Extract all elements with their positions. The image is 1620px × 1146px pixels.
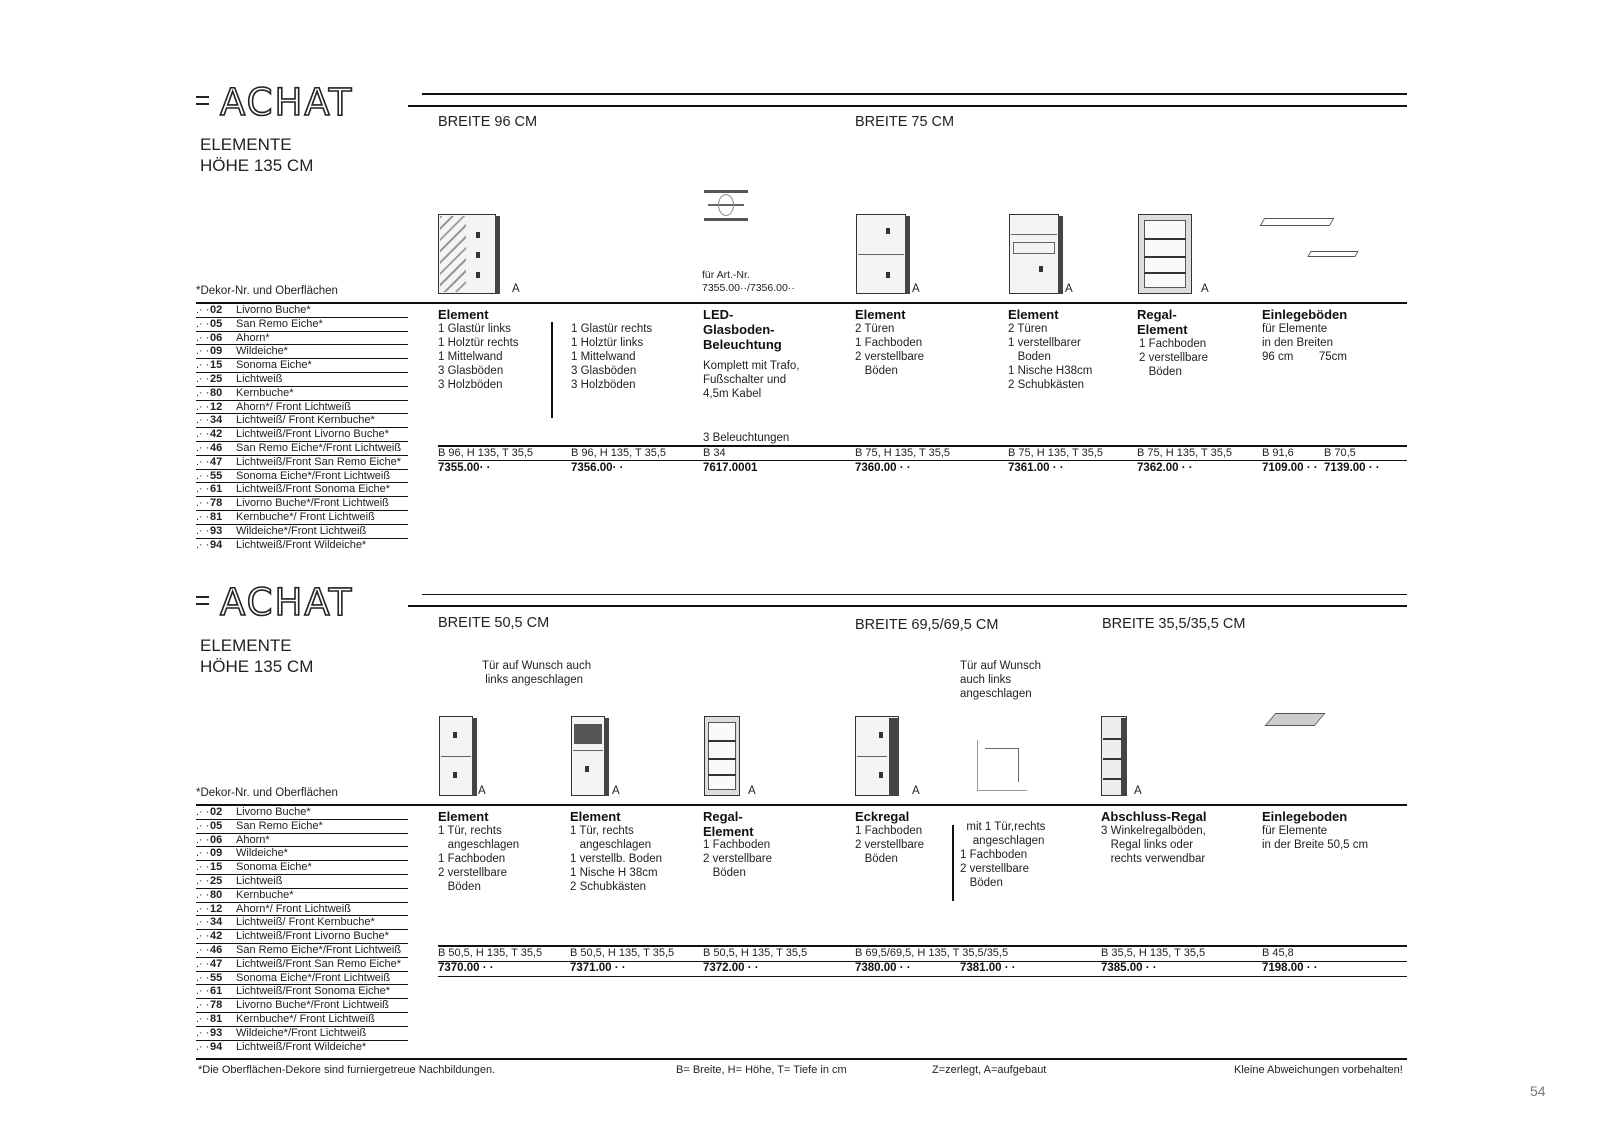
section-subtitle: HÖHE 135 CM [200,657,314,676]
width-heading: BREITE 69,5/69,5 CM [855,617,999,633]
decor-item: .· ·09 Wildeiche* [196,847,408,861]
section-subtitle: HÖHE 135 CM [200,156,314,175]
footer-rule [196,1058,1407,1060]
width-heading: BREITE 50,5 CM [438,615,550,631]
article-number: 7370.00 · · [438,962,494,974]
decor-item: .· ·15 Sonoma Eiche* [196,359,408,373]
decor-item: .· ·55 Sonoma Eiche*/Front Lichtweiß [196,972,408,986]
article-number: 7109.00 · · [1262,462,1318,474]
decor-item: .· ·09 Wildeiche* [196,345,408,359]
decor-item: .· ·80 Kernbuche* [196,387,408,401]
decor-item: .· ·94 Lichtweiß/Front Wildeiche* [196,538,367,551]
article-number: 7360.00 · · [855,462,911,474]
assembled-mark: A [478,785,486,797]
decor-item: .· ·02 Livorno Buche* [196,806,408,820]
dimensions: B 69,5/69,5, H 135, T 35,5/35,5 [855,947,1009,959]
product-extra: 3 Beleuchtungen [703,432,790,444]
led-article-note: für Art.-Nr. 7355.00··/7356.00·· [702,269,795,294]
decor-item: .· ·80 Kernbuche* [196,889,408,903]
header-rule [408,105,1407,107]
assembled-mark: A [748,785,756,797]
decor-item: .· ·78 Livorno Buche*/Front Lichtweiß [196,999,408,1013]
product-title: Eckregal [855,809,910,824]
cabinet-illustration [1009,214,1069,296]
led-light-illustration [704,184,748,232]
product-description: 1 Glastür rechts 1 Holztür links 1 Mittelwand 3 Glasböden 3 Holzböden [571,323,653,391]
product-description: 1 Tür, rechts angeschlagen 1 verstellb. Boden 1 Nische H 38cm 2 Schubkästen [570,825,663,893]
decor-item: .· ·94 Lichtweiß/Front Wildeiche* [196,1040,367,1053]
decor-item: .· ·46 San Remo Eiche*/Front Lichtweiß [196,442,408,456]
decor-item: .· ·12 Ahorn*/ Front Lichtweiß [196,401,408,415]
article-number: 7198.00 · · [1262,962,1318,974]
dimensions: B 75, H 135, T 35,5 [1137,447,1232,459]
logo-dash [196,96,209,98]
cabinet-illustration [439,716,481,798]
assembled-mark: A [1065,283,1073,295]
article-number: 7355.00· · [438,462,491,474]
footer-note: Z=zerlegt, A=aufgebaut [932,1064,1047,1076]
section-title: ELEMENTE [200,636,292,655]
dimensions: B 50,5, H 135, T 35,5 [703,947,808,959]
column-divider [952,825,954,901]
product-description: 1 Glastür links 1 Holztür rechts 1 Mittelwand 3 Glasböden 3 Holzböden [438,323,519,391]
article-number: 7385.00 · · [1101,962,1157,974]
product-title: Element [438,307,489,322]
decor-item: .· ·42 Lichtweiß/Front Livorno Buche* [196,428,408,442]
product-description: 3 Winkelregalböden, Regal links oder rechts verwendbar [1101,825,1206,865]
article-number: 7361.00 · · [1008,462,1064,474]
decor-item: .· ·06 Ahorn* [196,834,408,848]
dimensions: B 96, H 135, T 35,5 [571,447,666,459]
dimensions: B 91,6 [1262,447,1294,459]
header-rule [408,605,1407,607]
decor-item: .· ·81 Kernbuche*/ Front Lichtweiß [196,1013,408,1027]
decor-item: .· ·05 San Remo Eiche* [196,318,408,332]
header-rule [422,594,1407,595]
product-title: Abschluss-Regal [1101,809,1207,824]
article-number: 7372.00 · · [703,962,759,974]
decor-item: .· ·12 Ahorn*/ Front Lichtweiß [196,903,408,917]
dimensions: B 96, H 135, T 35,5 [438,447,533,459]
shelf-board-illustration [1307,251,1358,257]
column-divider [551,322,553,418]
decor-item: .· ·34 Lichtweiß/ Front Kernbuche* [196,916,408,930]
decor-item: .· ·42 Lichtweiß/Front Livorno Buche* [196,930,408,944]
dimensions: B 50,5, H 135, T 35,5 [570,947,675,959]
article-number: 7139.00 · · [1324,462,1380,474]
product-description: 2 Türen 1 verstellbarer Boden 1 Nische H38cm 2 Schubkästen [1008,323,1093,391]
product-description: 1 Fachboden 2 verstellbare Böden [1139,338,1209,378]
product-description: 1 Fachboden 2 verstellbare Böden [703,839,773,879]
decor-item: .· ·46 San Remo Eiche*/Front Lichtweiß [196,944,408,958]
cabinet-illustration [438,214,508,296]
product-title: Regal- Element [1137,307,1188,337]
product-title: Element [1008,307,1059,322]
decor-list [196,806,408,1054]
dimensions: B 75, H 135, T 35,5 [1008,447,1103,459]
corner-top-view-illustration [965,736,1035,798]
article-number: 7362.00 · · [1137,462,1193,474]
product-title: Element [438,809,489,824]
decor-item: .· ·55 Sonoma Eiche*/Front Lichtweiß [196,470,408,484]
logo-dash [196,103,209,105]
assembled-mark: A [1134,785,1142,797]
decor-heading: *Dekor-Nr. und Oberflächen [196,787,338,799]
product-description: 2 Türen 1 Fachboden 2 verstellbare Böden [855,323,925,377]
footer-note: *Die Oberflächen-Dekore sind furniergetreue Nachbildungen. [198,1064,496,1076]
product-title: Einlegeboden [1262,809,1348,824]
assembled-mark: A [512,283,520,295]
article-number: 7356.00· · [571,462,624,474]
brand-logo: ACHAT [220,81,354,124]
decor-item: .· ·25 Lichtweiß [196,373,408,387]
decor-item: .· ·81 Kernbuche*/ Front Lichtweiß [196,511,408,525]
footer-note: Kleine Abweichungen vorbehalten! [1234,1064,1403,1076]
product-description: mit 1 Tür,rechts angeschlagen 1 Fachboden 2 verstellbare Böden [960,821,1046,889]
decor-item: .· ·78 Livorno Buche*/Front Lichtweiß [196,497,408,511]
decor-item: .· ·06 Ahorn* [196,332,408,346]
product-description: Komplett mit Trafo, Fußschalter und 4,5m Kabel [703,360,800,400]
decor-item: .· ·47 Lichtweiß/Front San Remo Eiche* [196,958,408,972]
decor-item: .· ·47 Lichtweiß/Front San Remo Eiche* [196,456,408,470]
assembled-mark: A [912,283,920,295]
assembled-mark: A [612,785,620,797]
product-title: Element [570,809,621,824]
dimensions: B 70,5 [1324,447,1356,459]
dimensions: B 75, H 135, T 35,5 [855,447,950,459]
product-title: LED- Glasboden- Beleuchtung [703,307,782,352]
section-title: ELEMENTE [200,135,292,154]
decor-item: .· ·61 Lichtweiß/Front Sonoma Eiche* [196,483,408,497]
width-heading: BREITE 35,5/35,5 CM [1102,616,1246,632]
decor-item: .· ·25 Lichtweiß [196,875,408,889]
brand-logo: ACHAT [220,581,354,624]
page-number: 54 [1530,1083,1546,1099]
table-rule [438,460,1407,461]
shelf-illustration [1138,214,1198,296]
cabinet-illustration [856,214,916,296]
article-number: 7371.00 · · [570,962,626,974]
product-description: 1 Fachboden 2 verstellbare Böden [855,825,925,865]
article-number: 7380.00 · · [855,962,911,974]
article-number: 7617.0001 [703,462,758,474]
decor-item: .· ·15 Sonoma Eiche* [196,861,408,875]
dimensions: B 35,5, H 135, T 35,5 [1101,947,1206,959]
assembled-mark: A [1201,283,1209,295]
logo-dash [196,596,209,598]
width-heading: BREITE 96 CM [438,114,538,130]
shelf-board-illustration [1260,218,1335,226]
product-title: Element [855,307,906,322]
decor-item: .· ·34 Lichtweiß/ Front Kernbuche* [196,414,408,428]
decor-item: .· ·61 Lichtweiß/Front Sonoma Eiche* [196,985,408,999]
product-description: 1 Tür, rechts angeschlagen 1 Fachboden 2 verstellbare Böden [438,825,520,893]
shelf-board-illustration [1265,713,1326,726]
product-title: Regal- Element [703,809,754,839]
product-title: Einlegeböden [1262,307,1348,322]
logo-dash [196,603,209,605]
product-description: für Elemente in der Breite 50,5 cm [1262,825,1369,851]
decor-item: .· ·05 San Remo Eiche* [196,820,408,834]
decor-item: .· ·02 Livorno Buche* [196,304,408,318]
width-heading: BREITE 75 CM [855,114,955,130]
dimensions: B 45,8 [1262,947,1294,959]
door-note: Tür auf Wunsch auch links angeschlagen [482,660,592,686]
assembled-mark: A [912,785,920,797]
decor-list [196,304,408,552]
table-rule [438,976,1407,977]
cabinet-illustration [571,716,613,798]
dimensions: B 34 [703,447,726,459]
decor-item: .· ·93 Wildeiche*/Front Lichtweiß [196,525,408,539]
corner-shelf-illustration [855,716,905,798]
header-rule [422,93,1407,95]
dimensions: B 50,5, H 135, T 35,5 [438,947,543,959]
footer-note: B= Breite, H= Höhe, T= Tiefe in cm [676,1064,847,1076]
door-note: Tür auf Wunsch auch links angeschlagen [960,660,1041,700]
decor-heading: *Dekor-Nr. und Oberflächen [196,285,338,297]
shelf-illustration [704,716,746,798]
article-number: 7381.00 · · [960,962,1016,974]
decor-item: .· ·93 Wildeiche*/Front Lichtweiß [196,1027,408,1041]
product-description: für Elemente in den Breiten 96 cm 75cm [1262,323,1347,363]
